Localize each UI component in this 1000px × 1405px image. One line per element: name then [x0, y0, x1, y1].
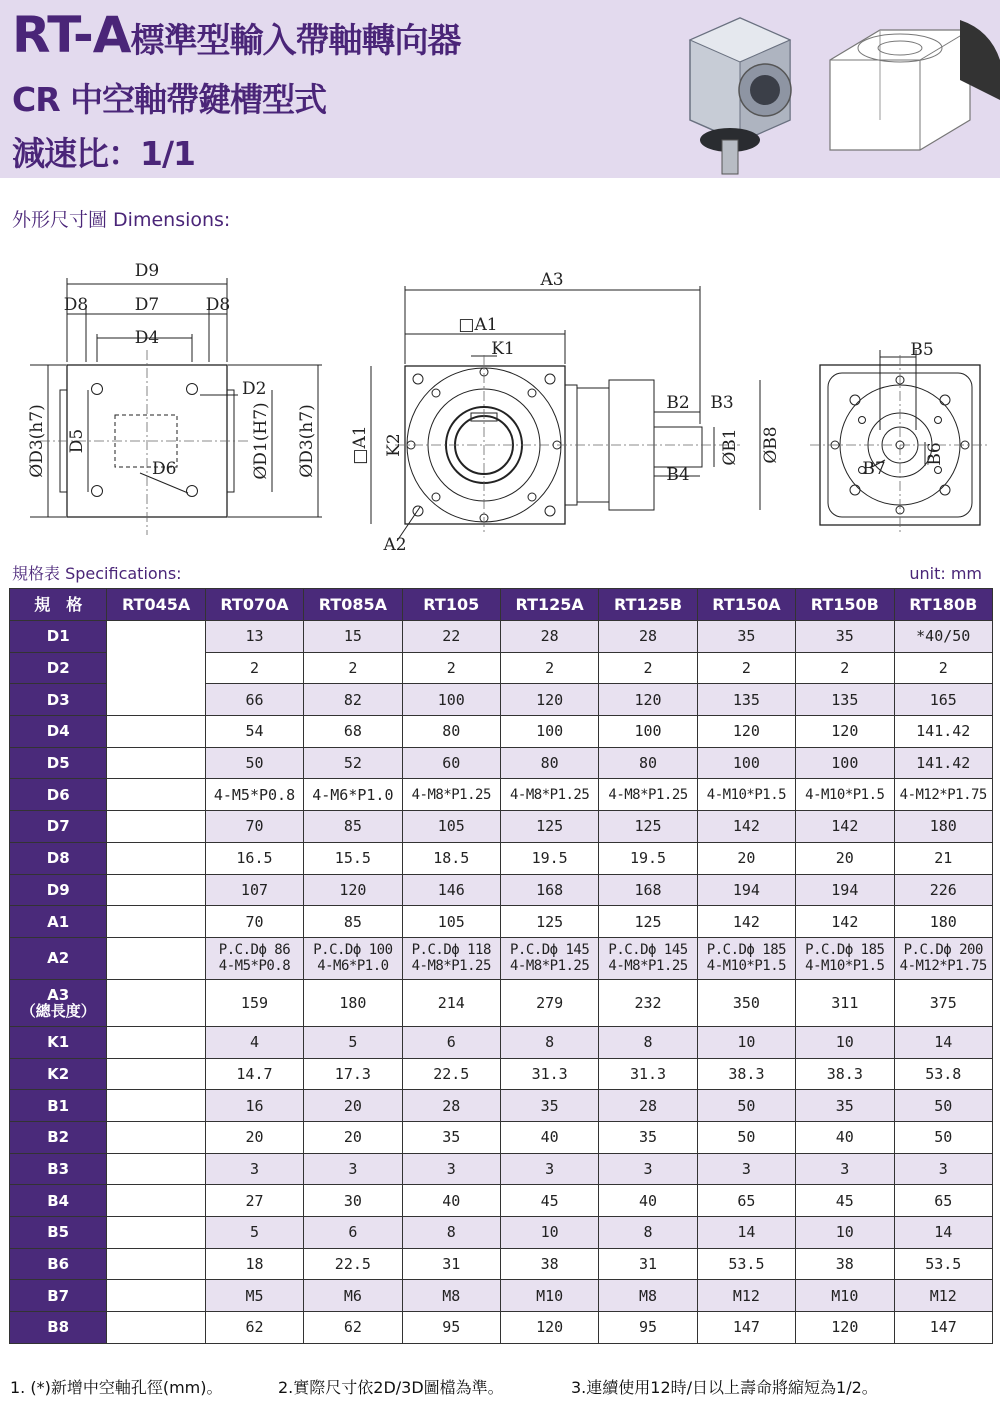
table-row — [10, 1090, 993, 1122]
table-cell: 4-M5*P0.8 — [205, 779, 303, 811]
table-cell: 120 — [500, 1312, 598, 1344]
table-cell: 159 — [205, 979, 303, 1026]
table-cell: 20 — [304, 1090, 402, 1122]
label-b3: B3 — [710, 393, 734, 413]
table-cell: P.C.Dϕ 118 4-M8*P1.25 — [402, 937, 500, 979]
table-cell: 50 — [205, 747, 303, 779]
table-cell: 66 — [205, 684, 303, 716]
label-b7: B7 — [862, 459, 886, 479]
cell-rt045a — [107, 1185, 205, 1217]
table-cell: 4-M10*P1.5 — [697, 779, 795, 811]
label-b5: B5 — [910, 340, 934, 360]
table-cell: 20 — [205, 1121, 303, 1153]
dimension-drawings — [0, 250, 1000, 560]
table-cell: 311 — [796, 979, 894, 1026]
cell-rt045a — [107, 1248, 205, 1280]
cell-rt045a — [107, 1058, 205, 1090]
table-cell: 120 — [500, 684, 598, 716]
table-cell: 38 — [500, 1248, 598, 1280]
table-cell: 22.5 — [402, 1058, 500, 1090]
table-cell: M8 — [402, 1280, 500, 1312]
table-body — [10, 621, 993, 1344]
table-cell: 85 — [304, 811, 402, 843]
table-cell: 8 — [599, 1217, 697, 1249]
table-cell: 82 — [304, 684, 402, 716]
table-row — [10, 811, 993, 843]
table-cell: 53.5 — [697, 1248, 795, 1280]
model-header-rt180b: RT180B — [894, 589, 992, 621]
row-label-d1: D1 — [10, 621, 107, 653]
table-cell: 68 — [304, 716, 402, 748]
table-cell: 3 — [796, 1153, 894, 1185]
table-cell: 20 — [697, 842, 795, 874]
table-cell: 95 — [402, 1312, 500, 1344]
table-cell: 100 — [500, 716, 598, 748]
cell-rt045a — [107, 1217, 205, 1249]
table-cell: 4-M6*P1.0 — [304, 779, 402, 811]
table-cell: 21 — [894, 842, 992, 874]
table-cell: 180 — [894, 906, 992, 938]
row-label-b8: B8 — [10, 1312, 107, 1344]
table-cell: 2 — [894, 652, 992, 684]
footer-notes — [10, 1375, 995, 1398]
table-row — [10, 779, 993, 811]
model-header-rt150b: RT150B — [796, 589, 894, 621]
table-cell: 17.3 — [304, 1058, 402, 1090]
table-cell: 13 — [205, 621, 303, 653]
table-cell: 18 — [205, 1248, 303, 1280]
table-cell: 135 — [796, 684, 894, 716]
table-row — [10, 716, 993, 748]
model-header-rt150a: RT150A — [697, 589, 795, 621]
table-cell: 125 — [599, 906, 697, 938]
table-cell: 50 — [894, 1121, 992, 1153]
table-cell: 45 — [500, 1185, 598, 1217]
gearbox-3d-render — [670, 0, 810, 178]
row-label-d2: D2 — [10, 652, 107, 684]
cell-rt045a — [107, 906, 205, 938]
table-cell: 38.3 — [697, 1058, 795, 1090]
table-cell: 28 — [599, 1090, 697, 1122]
table-cell: M8 — [599, 1280, 697, 1312]
table-cell: 65 — [697, 1185, 795, 1217]
table-cell: 16 — [205, 1090, 303, 1122]
table-row — [10, 1217, 993, 1249]
row-label-b1: B1 — [10, 1090, 107, 1122]
table-cell: M6 — [304, 1280, 402, 1312]
table-row — [10, 842, 993, 874]
table-cell: 135 — [697, 684, 795, 716]
cell-rt045a — [107, 1121, 205, 1153]
table-cell: 3 — [304, 1153, 402, 1185]
table-cell: 125 — [599, 811, 697, 843]
cell-rt045a — [107, 1280, 205, 1312]
table-cell: 85 — [304, 906, 402, 938]
row-label-a3: A3 （總長度） — [10, 979, 107, 1026]
table-cell: 100 — [697, 747, 795, 779]
row-label-d5: D5 — [10, 747, 107, 779]
label-b1: ØB1 — [720, 428, 740, 466]
table-cell: P.C.Dϕ 145 4-M8*P1.25 — [599, 937, 697, 979]
table-cell: P.C.Dϕ 145 4-M8*P1.25 — [500, 937, 598, 979]
table-cell: 2 — [697, 652, 795, 684]
title-cn: 標準型輸入帶軸轉向器 — [130, 21, 461, 61]
table-cell: 18.5 — [402, 842, 500, 874]
footer-note-3: 3.連續使用12時/日以上壽命將縮短為1/2。 — [571, 1378, 878, 1397]
table-cell: 10 — [796, 1026, 894, 1058]
cell-rt045a — [107, 937, 205, 979]
cell-rt045a — [107, 1153, 205, 1185]
table-cell: 168 — [500, 874, 598, 906]
table-cell: 2 — [796, 652, 894, 684]
footer-note-2: 2.實際尺寸依2D/3D圖檔為準。 — [278, 1378, 504, 1397]
table-cell: 4-M8*P1.25 — [402, 779, 500, 811]
label-d1: ØD1(H7) — [251, 402, 271, 480]
table-cell: 5 — [304, 1026, 402, 1058]
table-cell: 4-M8*P1.25 — [599, 779, 697, 811]
table-cell: 120 — [304, 874, 402, 906]
row-label-d7: D7 — [10, 811, 107, 843]
table-cell: 10 — [500, 1217, 598, 1249]
table-row — [10, 1153, 993, 1185]
row-label-a1: A1 — [10, 906, 107, 938]
label-a1: □A1 — [458, 315, 498, 335]
table-cell: 5 — [205, 1217, 303, 1249]
table-cell: 4-M8*P1.25 — [500, 779, 598, 811]
table-cell: 22 — [402, 621, 500, 653]
table-cell: 50 — [697, 1090, 795, 1122]
table-cell: 226 — [894, 874, 992, 906]
gearbox-line-drawing — [820, 0, 1000, 178]
table-cell: 35 — [796, 621, 894, 653]
label-d2: D2 — [242, 379, 267, 399]
table-cell: 180 — [304, 979, 402, 1026]
table-cell: 2 — [402, 652, 500, 684]
table-cell: 147 — [697, 1312, 795, 1344]
table-cell: 3 — [697, 1153, 795, 1185]
row-label-k2: K2 — [10, 1058, 107, 1090]
table-cell: 6 — [304, 1217, 402, 1249]
table-cell: 125 — [500, 811, 598, 843]
table-cell: 35 — [500, 1090, 598, 1122]
table-cell: 180 — [894, 811, 992, 843]
table-cell: M10 — [500, 1280, 598, 1312]
table-header-row — [10, 589, 993, 621]
table-cell: 214 — [402, 979, 500, 1026]
table-row — [10, 1248, 993, 1280]
table-cell: 14 — [894, 1026, 992, 1058]
table-cell: 15.5 — [304, 842, 402, 874]
label-d6: D6 — [152, 459, 177, 479]
row-label-b3: B3 — [10, 1153, 107, 1185]
table-cell: 31.3 — [599, 1058, 697, 1090]
table-cell: 70 — [205, 906, 303, 938]
table-cell: 15 — [304, 621, 402, 653]
table-cell: 19.5 — [500, 842, 598, 874]
row-label-d3: D3 — [10, 684, 107, 716]
model-header-rt085a: RT085A — [304, 589, 402, 621]
row-label-a2: A2 — [10, 937, 107, 979]
table-cell: 70 — [205, 811, 303, 843]
table-cell: 232 — [599, 979, 697, 1026]
table-cell: 3 — [599, 1153, 697, 1185]
label-a1-vertical: □A1 — [350, 425, 370, 465]
ratio-line — [12, 128, 195, 175]
table-row — [10, 1121, 993, 1153]
table-cell: P.C.Dϕ 200 4-M12*P1.75 — [894, 937, 992, 979]
table-cell: 40 — [402, 1185, 500, 1217]
table-cell: 80 — [599, 747, 697, 779]
table-cell: 8 — [599, 1026, 697, 1058]
label-b4: B4 — [666, 465, 690, 485]
table-cell: 28 — [500, 621, 598, 653]
table-cell: 165 — [894, 684, 992, 716]
table-cell: 35 — [796, 1090, 894, 1122]
table-cell: 40 — [500, 1121, 598, 1153]
table-cell: 35 — [402, 1121, 500, 1153]
table-cell: 62 — [304, 1312, 402, 1344]
table-cell: 28 — [402, 1090, 500, 1122]
model-header-rt125b: RT125B — [599, 589, 697, 621]
table-cell: 14.7 — [205, 1058, 303, 1090]
table-cell: 142 — [697, 906, 795, 938]
table-cell: 4-M12*P1.75 — [894, 779, 992, 811]
table-row — [10, 874, 993, 906]
table-row — [10, 937, 993, 979]
table-cell: 20 — [304, 1121, 402, 1153]
table-cell: M5 — [205, 1280, 303, 1312]
row-label-d4: D4 — [10, 716, 107, 748]
table-cell: 3 — [402, 1153, 500, 1185]
label-k1: K1 — [491, 339, 515, 359]
table-cell: 141.42 — [894, 716, 992, 748]
model-header-rt105: RT105 — [402, 589, 500, 621]
table-cell: 105 — [402, 811, 500, 843]
table-row — [10, 979, 993, 1026]
table-cell: 95 — [599, 1312, 697, 1344]
table-row — [10, 1026, 993, 1058]
label-a3: A3 — [540, 270, 564, 290]
table-cell: 147 — [894, 1312, 992, 1344]
cell-rt045a — [107, 842, 205, 874]
table-cell: 2 — [500, 652, 598, 684]
table-cell: 50 — [697, 1121, 795, 1153]
table-cell: 120 — [599, 684, 697, 716]
table-cell: P.C.Dϕ 185 4-M10*P1.5 — [796, 937, 894, 979]
table-cell: 194 — [796, 874, 894, 906]
row-label-d6: D6 — [10, 779, 107, 811]
row-label-b2: B2 — [10, 1121, 107, 1153]
table-cell: 8 — [500, 1026, 598, 1058]
page-title — [12, 6, 460, 64]
table-cell: 142 — [796, 811, 894, 843]
table-cell: 142 — [796, 906, 894, 938]
cell-rt045a-merged — [107, 621, 205, 716]
table-cell: 28 — [599, 621, 697, 653]
spec-table — [9, 588, 993, 1344]
table-cell: 80 — [500, 747, 598, 779]
table-cell: 40 — [796, 1121, 894, 1153]
table-cell: 16.5 — [205, 842, 303, 874]
table-cell: 279 — [500, 979, 598, 1026]
table-cell: 120 — [796, 716, 894, 748]
table-cell: 20 — [796, 842, 894, 874]
table-cell: 168 — [599, 874, 697, 906]
table-cell: 30 — [304, 1185, 402, 1217]
table-row — [10, 1312, 993, 1344]
cell-rt045a — [107, 716, 205, 748]
table-cell: 8 — [402, 1217, 500, 1249]
table-cell: 38.3 — [796, 1058, 894, 1090]
table-cell: 35 — [599, 1121, 697, 1153]
table-cell: 22.5 — [304, 1248, 402, 1280]
table-cell: 3 — [894, 1153, 992, 1185]
table-cell: 10 — [796, 1217, 894, 1249]
row-label-d9: D9 — [10, 874, 107, 906]
ratio-value: 1/1 — [140, 134, 195, 173]
table-cell: 6 — [402, 1026, 500, 1058]
label-d7: D7 — [134, 295, 160, 315]
table-cell: 14 — [697, 1217, 795, 1249]
table-cell: 31 — [402, 1248, 500, 1280]
model-header-rt045a: RT045A — [107, 589, 205, 621]
table-cell: 45 — [796, 1185, 894, 1217]
table-cell: 19.5 — [599, 842, 697, 874]
table-cell: 31.3 — [500, 1058, 598, 1090]
table-cell: 120 — [697, 716, 795, 748]
cell-rt045a — [107, 1026, 205, 1058]
table-cell: P.C.Dϕ 86 4-M5*P0.8 — [205, 937, 303, 979]
table-cell: 125 — [500, 906, 598, 938]
unit-label: unit: mm — [909, 564, 982, 583]
table-cell: 3 — [500, 1153, 598, 1185]
table-cell: 141.42 — [894, 747, 992, 779]
table-row — [10, 1058, 993, 1090]
page-subtitle: CR 中空軸帶鍵槽型式 — [12, 80, 327, 119]
table-cell: 27 — [205, 1185, 303, 1217]
table-cell: 10 — [697, 1026, 795, 1058]
table-cell: M12 — [697, 1280, 795, 1312]
label-d9: D9 — [134, 261, 160, 281]
table-cell: P.C.Dϕ 185 4-M10*P1.5 — [697, 937, 795, 979]
table-cell: M12 — [894, 1280, 992, 1312]
label-d3-left: ØD3(h7) — [27, 404, 47, 478]
spec-title: 規格表 Specifications: — [12, 564, 182, 583]
table-cell: 146 — [402, 874, 500, 906]
table-row — [10, 1280, 993, 1312]
table-cell: 100 — [402, 684, 500, 716]
table-row — [10, 1185, 993, 1217]
cell-rt045a — [107, 811, 205, 843]
table-cell: 105 — [402, 906, 500, 938]
table-cell: 14 — [894, 1217, 992, 1249]
label-b6: B6 — [925, 442, 945, 466]
model-header-rt125a: RT125A — [500, 589, 598, 621]
table-cell: M10 — [796, 1280, 894, 1312]
table-cell: 54 — [205, 716, 303, 748]
table-cell: 107 — [205, 874, 303, 906]
table-cell: 52 — [304, 747, 402, 779]
table-cell: 100 — [796, 747, 894, 779]
table-cell: 35 — [697, 621, 795, 653]
row-label-d8: D8 — [10, 842, 107, 874]
label-k2: K2 — [384, 433, 404, 457]
table-cell: 50 — [894, 1090, 992, 1122]
label-d3-right: ØD3(h7) — [297, 404, 317, 478]
label-d4: D4 — [134, 328, 160, 348]
table-cell: 62 — [205, 1312, 303, 1344]
table-cell: 2 — [599, 652, 697, 684]
table-cell: 4 — [205, 1026, 303, 1058]
table-cell: 53.5 — [894, 1248, 992, 1280]
table-cell: *40/50 — [894, 621, 992, 653]
table-cell: 31 — [599, 1248, 697, 1280]
title-model: RT-A — [12, 6, 131, 64]
cell-rt045a — [107, 1312, 205, 1344]
table-row — [10, 906, 993, 938]
table-cell: 194 — [697, 874, 795, 906]
table-cell: 65 — [894, 1185, 992, 1217]
table-cell: 80 — [402, 716, 500, 748]
row-label-b4: B4 — [10, 1185, 107, 1217]
table-cell: P.C.Dϕ 100 4-M6*P1.0 — [304, 937, 402, 979]
label-d5: D5 — [67, 428, 87, 454]
table-cell: 100 — [599, 716, 697, 748]
label-d8-right: D8 — [205, 295, 231, 315]
row-label-b6: B6 — [10, 1248, 107, 1280]
label-b8: ØB8 — [761, 426, 781, 464]
table-row — [10, 621, 993, 653]
row-label-b5: B5 — [10, 1217, 107, 1249]
table-corner-header: 規 格 — [10, 589, 107, 621]
cell-rt045a — [107, 779, 205, 811]
footer-note-1: 1. (*)新增中空軸孔徑(mm)。 — [10, 1378, 223, 1397]
table-cell: 38 — [796, 1248, 894, 1280]
table-cell: 120 — [796, 1312, 894, 1344]
cell-rt045a — [107, 874, 205, 906]
ratio-label: 減速比： — [12, 134, 140, 173]
table-row — [10, 747, 993, 779]
table-cell: 350 — [697, 979, 795, 1026]
table-cell: 2 — [304, 652, 402, 684]
table-cell: 3 — [205, 1153, 303, 1185]
cell-rt045a — [107, 747, 205, 779]
table-cell: 142 — [697, 811, 795, 843]
table-cell: 53.8 — [894, 1058, 992, 1090]
table-cell: 60 — [402, 747, 500, 779]
label-d8-left: D8 — [63, 295, 89, 315]
table-cell: 40 — [599, 1185, 697, 1217]
cell-rt045a — [107, 979, 205, 1026]
row-label-k1: K1 — [10, 1026, 107, 1058]
table-cell: 375 — [894, 979, 992, 1026]
model-header-rt070a: RT070A — [205, 589, 303, 621]
cell-rt045a — [107, 1090, 205, 1122]
table-cell: 2 — [205, 652, 303, 684]
section-dimensions-title: 外形尺寸圖 Dimensions: — [12, 209, 231, 231]
table-cell: 4-M10*P1.5 — [796, 779, 894, 811]
label-a2: A2 — [383, 535, 407, 555]
row-label-b7: B7 — [10, 1280, 107, 1312]
label-b2: B2 — [666, 393, 690, 413]
